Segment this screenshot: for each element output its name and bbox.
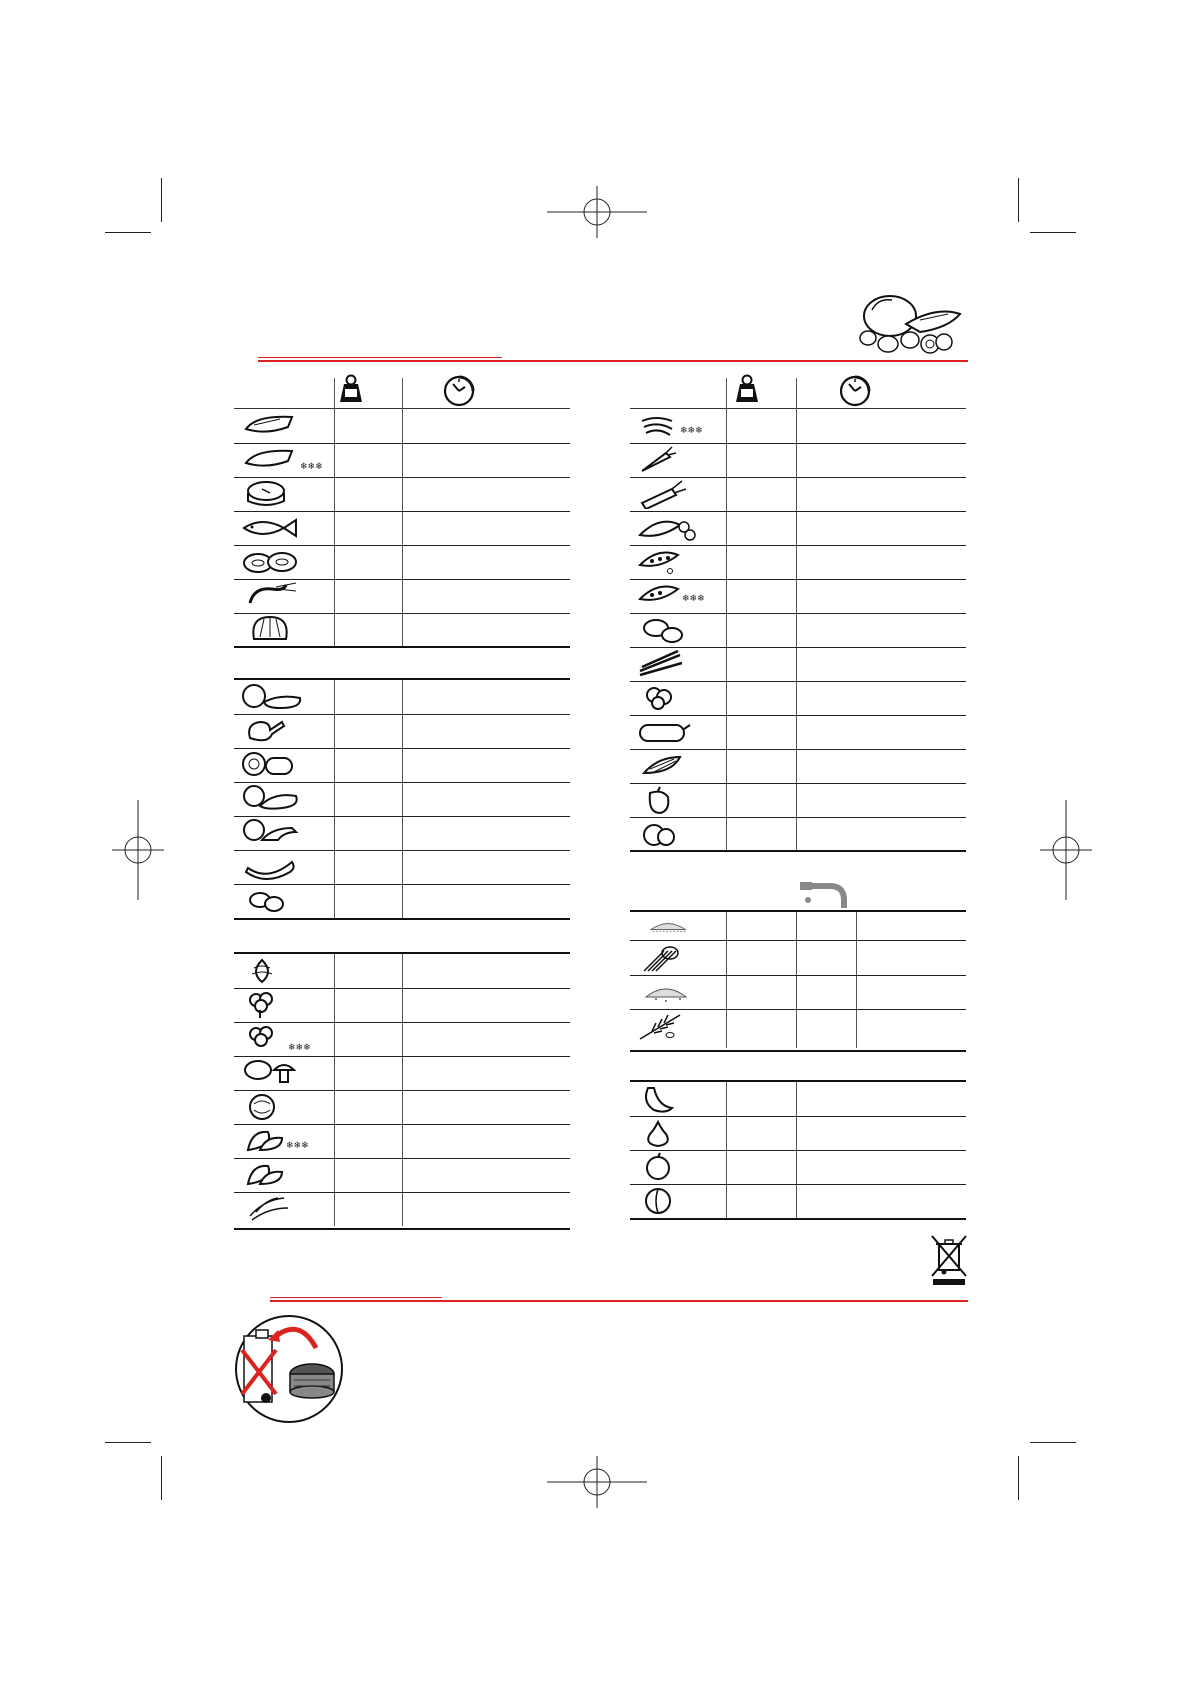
svg-text:❄❄❄: ❄❄❄ bbox=[300, 462, 323, 472]
mushrooms-icon bbox=[240, 1058, 332, 1088]
table-row bbox=[630, 647, 966, 682]
crossed-bin-icon bbox=[930, 1234, 968, 1286]
whole-fish-icon bbox=[240, 513, 332, 543]
top-red-rule-accent bbox=[258, 357, 502, 358]
broccoli-frozen-icon bbox=[240, 1024, 332, 1054]
rice-icon bbox=[636, 914, 728, 940]
group-divider bbox=[234, 918, 570, 920]
table-row bbox=[234, 782, 570, 817]
weight-icon bbox=[732, 374, 762, 404]
svg-text:❄❄❄: ❄❄❄ bbox=[682, 594, 705, 604]
table-row bbox=[234, 1124, 570, 1159]
table-row bbox=[234, 988, 570, 1023]
scallop-icon bbox=[240, 615, 332, 645]
table-row bbox=[234, 748, 570, 783]
green-beans-frozen-icon bbox=[636, 411, 728, 441]
table-row bbox=[234, 511, 570, 546]
registration-mark-icon bbox=[112, 800, 164, 900]
svg-text:❄❄❄: ❄❄❄ bbox=[680, 426, 703, 436]
crop-mark bbox=[161, 1456, 162, 1500]
table-row bbox=[234, 850, 570, 885]
svg-text:❄❄❄: ❄❄❄ bbox=[286, 1141, 309, 1151]
timer-clock-icon bbox=[838, 374, 872, 408]
leek-icon bbox=[636, 479, 728, 509]
sausage-icon bbox=[240, 852, 332, 882]
pork-cut-icon bbox=[240, 784, 332, 814]
group-meat bbox=[234, 680, 570, 920]
table-row bbox=[630, 1082, 966, 1117]
table-row bbox=[630, 912, 966, 941]
crop-mark bbox=[1030, 232, 1076, 233]
table-row bbox=[234, 816, 570, 851]
column-divider bbox=[334, 378, 335, 408]
right-cooking-table bbox=[630, 374, 966, 1224]
broad-beans-icon bbox=[636, 513, 728, 543]
table-row bbox=[234, 1056, 570, 1091]
registration-mark-icon bbox=[547, 186, 647, 238]
chicken-leg-icon bbox=[240, 716, 332, 746]
group-grains bbox=[630, 912, 966, 1050]
group-vegetables-1 bbox=[234, 954, 570, 1228]
group-divider bbox=[630, 1050, 966, 1052]
carrots-icon bbox=[636, 445, 728, 475]
crop-mark bbox=[161, 178, 162, 222]
group-divider bbox=[234, 1228, 570, 1230]
table-row bbox=[630, 783, 966, 818]
fish-fillet-icon bbox=[240, 411, 332, 441]
broccoli-icon bbox=[240, 990, 332, 1020]
timer-clock-icon bbox=[442, 374, 476, 408]
table-row bbox=[630, 545, 966, 580]
table-row bbox=[234, 545, 570, 580]
fish-fillet-frozen-icon bbox=[240, 445, 332, 475]
semolina-icon bbox=[636, 977, 728, 1007]
pasta-icon bbox=[636, 943, 728, 973]
table-row bbox=[234, 613, 570, 648]
crop-mark bbox=[1018, 1456, 1019, 1500]
table-row bbox=[234, 1158, 570, 1193]
group-divider bbox=[630, 850, 966, 852]
table-row bbox=[234, 1022, 570, 1057]
table-row bbox=[630, 409, 966, 444]
crop-mark bbox=[1030, 1442, 1076, 1443]
food-illustration-icon bbox=[848, 292, 968, 360]
asparagus-icon bbox=[636, 649, 728, 679]
table-row bbox=[630, 1184, 966, 1218]
table-row bbox=[630, 511, 966, 546]
group-divider bbox=[630, 1218, 966, 1220]
fish-steak-icon bbox=[240, 479, 332, 509]
top-red-rule bbox=[258, 360, 968, 362]
table-row bbox=[630, 443, 966, 478]
peas-frozen-icon bbox=[636, 581, 728, 611]
descale-warning-icon bbox=[234, 1314, 344, 1424]
pepper-icon bbox=[636, 785, 728, 815]
table-row bbox=[630, 1150, 966, 1185]
apple-icon bbox=[636, 1152, 728, 1182]
meatball-icon bbox=[240, 750, 332, 780]
pear-icon bbox=[636, 1118, 728, 1148]
table-row bbox=[234, 714, 570, 749]
cabbage-icon bbox=[240, 1092, 332, 1122]
table-row bbox=[630, 1009, 966, 1043]
onions-icon bbox=[636, 819, 728, 849]
table-row bbox=[234, 680, 570, 715]
registration-mark-icon bbox=[547, 1456, 647, 1508]
weight-icon bbox=[336, 374, 366, 404]
bottom-red-rule-accent bbox=[270, 1297, 442, 1298]
crop-mark bbox=[105, 1442, 151, 1443]
group-fish bbox=[234, 408, 570, 648]
crop-mark bbox=[105, 232, 151, 233]
table-row bbox=[630, 613, 966, 648]
crop-mark bbox=[1018, 178, 1019, 222]
cauliflower-icon bbox=[636, 683, 728, 713]
table-row bbox=[630, 975, 966, 1010]
table-row bbox=[234, 443, 570, 478]
banana-icon bbox=[636, 1084, 728, 1114]
table-row bbox=[234, 884, 570, 919]
eggs-icon bbox=[240, 886, 332, 916]
water-tap-icon bbox=[798, 878, 852, 912]
leafy-greens-icon bbox=[240, 1194, 332, 1224]
table-row bbox=[630, 1116, 966, 1151]
table-row bbox=[234, 1192, 570, 1226]
group-vegetables-2 bbox=[630, 408, 966, 852]
bottom-red-rule bbox=[270, 1300, 968, 1302]
poultry-cut-icon bbox=[240, 818, 332, 848]
artichoke-icon bbox=[240, 956, 332, 986]
shrimp-icon bbox=[240, 581, 332, 611]
group-divider bbox=[234, 646, 570, 648]
group-fruit bbox=[630, 1082, 966, 1220]
left-cooking-table bbox=[234, 374, 570, 1238]
spinach-frozen-icon bbox=[240, 1126, 332, 1156]
peach-icon bbox=[636, 1186, 728, 1216]
corn-icon bbox=[636, 751, 728, 781]
column-divider bbox=[402, 378, 403, 408]
table-row bbox=[234, 579, 570, 614]
potatoes-icon bbox=[636, 615, 728, 645]
mussels-icon bbox=[240, 547, 332, 577]
table-row bbox=[630, 749, 966, 784]
table-row bbox=[234, 1090, 570, 1125]
registration-mark-icon bbox=[1040, 800, 1092, 900]
table-row bbox=[630, 817, 966, 851]
zucchini-icon bbox=[636, 717, 728, 747]
table-row bbox=[234, 477, 570, 512]
spinach-icon bbox=[240, 1160, 332, 1190]
chicken-breast-icon bbox=[240, 682, 332, 712]
peas-icon bbox=[636, 547, 728, 577]
table-row bbox=[630, 941, 966, 976]
svg-text:❄❄❄: ❄❄❄ bbox=[288, 1043, 311, 1053]
table-row bbox=[630, 477, 966, 512]
table-row bbox=[630, 681, 966, 716]
table-row bbox=[234, 954, 570, 989]
table-row bbox=[630, 579, 966, 614]
wheat-icon bbox=[636, 1011, 728, 1041]
table-row bbox=[234, 409, 570, 444]
table-row bbox=[630, 715, 966, 750]
